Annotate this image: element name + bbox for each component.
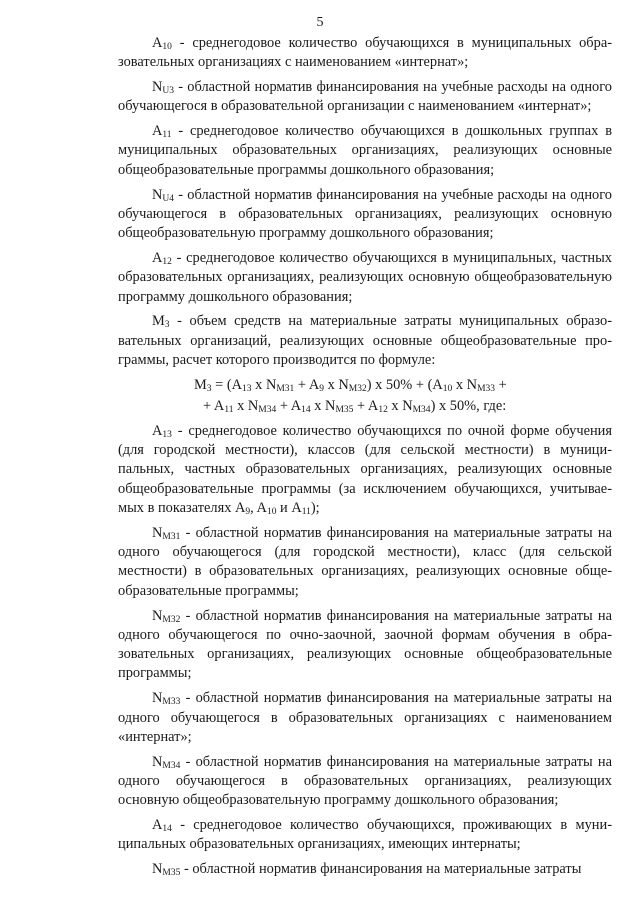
subscript: 10 xyxy=(162,42,172,52)
formula-line xyxy=(118,376,612,395)
text-run: M xyxy=(152,313,165,330)
subscript: 9 xyxy=(245,507,251,518)
definitions-before-formula xyxy=(118,34,612,370)
text-run: - среднегодовое количество обучающихся, проживающих в муниципальных образовательных организациях, имеющих интернаты; xyxy=(118,816,612,853)
text-run: x N xyxy=(310,398,336,415)
page-number: 5 xyxy=(316,15,324,30)
text-run: - областной норматив финансирования на учебные расходы на одного обучающегося в образовательных организациях, реализующих основную общеобразовательную программу дошкольного образования; xyxy=(118,186,612,242)
text-run: N xyxy=(152,753,163,770)
text-run: ) x 50%, где: xyxy=(430,398,507,415)
text-run: x N xyxy=(387,398,413,415)
subscript: M32 xyxy=(348,383,367,394)
definition-paragraph xyxy=(118,860,612,879)
definition-paragraph xyxy=(118,249,612,307)
definitions-after-formula xyxy=(118,422,612,880)
text-run: A xyxy=(152,816,163,833)
definition-paragraph xyxy=(118,312,612,370)
subscript: M33 xyxy=(477,383,496,394)
subscript: M34 xyxy=(412,405,431,416)
text-run: + A xyxy=(353,398,379,415)
subscript: 14 xyxy=(162,823,172,834)
text-run: - областной норматив финансирования на материальные затраты на одного обучающегося в образовательных организациях с наименованием «интернат»; xyxy=(118,690,612,745)
text-run: - среднегодовое количество обучающихся в муниципальных образовательных организациях с наименованием «интернат»; xyxy=(118,35,612,71)
text-run: x N xyxy=(323,376,349,393)
text-run: - областной норматив финансирования на материальные затраты xyxy=(180,861,582,878)
text-run: A xyxy=(152,422,163,439)
text-run: N xyxy=(152,186,163,203)
text-run: + A xyxy=(203,398,225,415)
subscript: 10 xyxy=(266,507,277,518)
text-run: ); xyxy=(310,500,320,517)
subscript: M35 xyxy=(335,405,354,416)
text-run: + A xyxy=(294,376,320,393)
text-run: M xyxy=(194,376,207,393)
subscript: M32 xyxy=(162,614,181,625)
definition-paragraph xyxy=(118,122,612,180)
subscript: M34 xyxy=(162,760,181,771)
definition-paragraph xyxy=(118,186,612,244)
definition-paragraph xyxy=(118,524,612,601)
text-run: N xyxy=(152,607,163,624)
text-run: ) x 50% + (A xyxy=(366,376,443,393)
text-run: и A xyxy=(276,500,302,517)
subscript: 13 xyxy=(242,383,252,394)
subscript: 11 xyxy=(224,405,234,416)
text-run: + xyxy=(495,376,507,393)
definition-paragraph xyxy=(118,78,612,117)
text-run: - областной норматив финансирования на материальные затраты на одного обучающегося по очно-заочной, заочной формам обучения в образовательных организациях, реализующих основные общеобразовательные программы; xyxy=(118,607,612,682)
subscript: M31 xyxy=(276,383,295,394)
text-run: - областной норматив финансирования на материальные затраты на одного обучающегося (для городской местности), класс (для сельской местности) в образовательных организациях, реализующих основные общеобразовательные программы; xyxy=(118,524,612,599)
text-run: N xyxy=(152,861,163,878)
subscript: 3 xyxy=(164,320,170,331)
subscript: 12 xyxy=(378,405,388,416)
subscript: 11 xyxy=(162,130,172,141)
text-run: x N xyxy=(452,376,478,393)
text-run: x N xyxy=(251,376,277,393)
text-run: N xyxy=(152,690,163,707)
text-run: = (A xyxy=(211,376,243,393)
text-run: x N xyxy=(233,398,259,415)
text-run: - областной норматив финансирования на учебные расходы на одного обучающегося в образовательной организации с наименованием «интернат»; xyxy=(118,79,612,115)
subscript: 10 xyxy=(442,383,453,394)
document-body xyxy=(118,34,612,885)
subscript: 14 xyxy=(301,405,311,416)
text-run: A xyxy=(152,35,163,51)
definition-paragraph xyxy=(118,689,612,747)
subscript: M34 xyxy=(258,405,277,416)
subscript: U3 xyxy=(162,86,175,97)
formula-block xyxy=(118,376,612,417)
subscript: 9 xyxy=(319,383,324,394)
definition-paragraph xyxy=(118,816,612,855)
subscript: M33 xyxy=(162,697,181,708)
text-run: , A xyxy=(250,500,267,517)
text-run: A xyxy=(152,249,163,266)
subscript: U4 xyxy=(162,193,175,204)
text-run: - среднегодовое количество обучающихся в муниципальных, частных образовательных организациях, реализующих основную общеобразовательную программу дошкольного образования; xyxy=(118,249,612,305)
text-run: N xyxy=(152,524,163,541)
subscript: M35 xyxy=(162,868,181,879)
subscript: 12 xyxy=(162,256,172,267)
text-run: N xyxy=(152,79,163,96)
definition-paragraph xyxy=(118,753,612,811)
text-run: - среднегодовое количество обучающихся по очной форме обучения (для городской местности), классов (для сельской местности) в муниципальных, частных образовательных организациях, реализующих основные общеобразовательные программы (за исключением обучающихся, учитываемых в показателях A xyxy=(118,422,612,517)
text-run: - областной норматив финансирования на материальные затраты на одного обучающегося в образовательных организациях, реализующих основную общеобразовательную программу дошкольного образования; xyxy=(118,753,612,809)
definition-paragraph xyxy=(118,34,612,73)
definition-paragraph xyxy=(118,607,612,684)
subscript: M31 xyxy=(162,531,181,542)
text-run: + A xyxy=(276,398,302,415)
text-run: - объем средств на материальные затраты муниципальных образовательных организаций, реализующих основные общеобразовательные программы, расчет которого производится по формуле: xyxy=(118,313,612,368)
subscript: 3 xyxy=(206,383,212,394)
subscript: 13 xyxy=(162,429,172,440)
text-run: - среднегодовое количество обучающихся в дошкольных группах в муниципальных образовательных организациях, реализующих основные общеобразовательные программы дошкольного образования; xyxy=(118,123,612,178)
text-run: A xyxy=(152,123,163,140)
definition-paragraph xyxy=(118,422,612,518)
formula-line xyxy=(118,397,612,416)
subscript: 11 xyxy=(301,507,311,518)
